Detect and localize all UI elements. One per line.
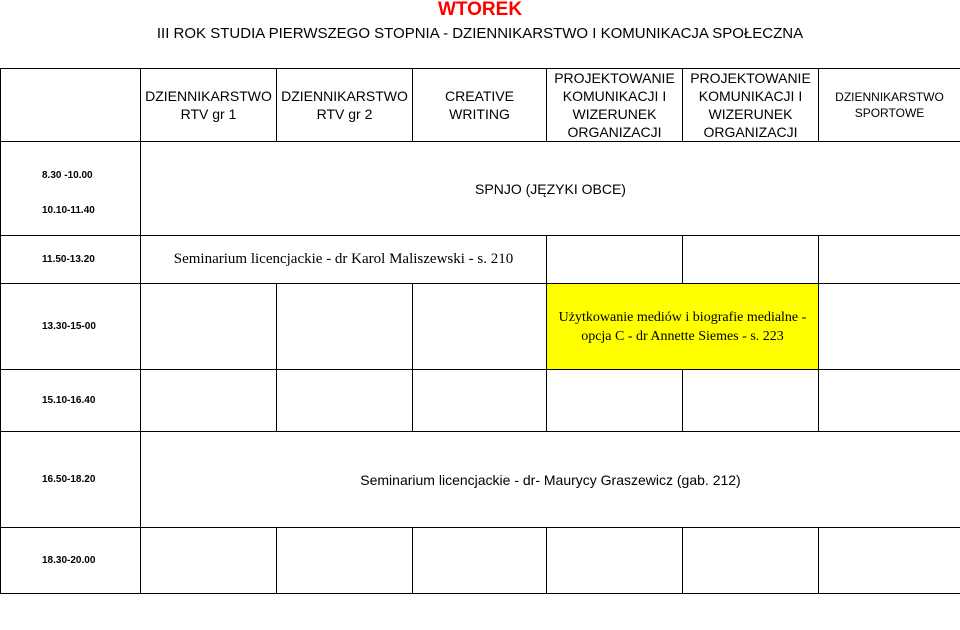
time-slot: 8.30 -10.00 [1, 142, 141, 205]
empty-cell [141, 284, 277, 370]
time-slot: 18.30-20.00 [1, 528, 141, 594]
empty-cell [141, 528, 277, 594]
column-header-line: DZIENNIKARSTWO [835, 90, 944, 104]
time-row [1, 142, 960, 205]
column-header-pkiwo-1 [547, 69, 683, 142]
header-row [1, 69, 960, 142]
event-seminar-graszewicz: Seminarium licencjackie - dr- Maurycy Graszewicz (gab. 212) [141, 432, 960, 528]
empty-cell [683, 528, 819, 594]
column-header-sport [819, 69, 960, 142]
time-row [1, 370, 960, 432]
empty-cell [683, 370, 819, 432]
column-header-line: PROJEKTOWANIE [690, 70, 811, 86]
time-row [1, 284, 960, 370]
column-header-line: DZIENNIKARSTWO [145, 88, 272, 104]
time-row [1, 432, 960, 528]
empty-cell [277, 284, 413, 370]
empty-cell [277, 370, 413, 432]
column-header-line: RTV gr 2 [316, 106, 373, 122]
column-header-line: ORGANIZACJI [567, 124, 662, 140]
event-line: opcja C - dr Annette Siemes - s. 223 [581, 328, 784, 344]
column-header-pkiwo-2 [683, 69, 819, 142]
column-header-line: ORGANIZACJI [703, 124, 798, 140]
event-media-biographies [547, 284, 819, 370]
event-spnjo: SPNJO (JĘZYKI OBCE) [141, 142, 960, 236]
empty-cell [819, 528, 960, 594]
empty-cell [413, 528, 547, 594]
empty-cell [819, 284, 960, 370]
column-header-line: KOMUNIKACJI I [562, 88, 667, 104]
column-header-line: KOMUNIKACJI I [698, 88, 803, 104]
empty-cell [547, 236, 683, 284]
empty-cell [819, 236, 960, 284]
empty-cell [413, 370, 547, 432]
empty-cell [819, 370, 960, 432]
column-header-line: CREATIVE WRITING [445, 88, 514, 122]
program-title: III ROK STUDIA PIERWSZEGO STOPNIA - DZIENNIKARSTWO I KOMUNIKACJA SPOŁECZNA [156, 25, 804, 42]
time-row [1, 528, 960, 594]
column-header-line: WIZERUNEK [708, 106, 793, 122]
column-header-line: PROJEKTOWANIE [554, 70, 675, 86]
time-slot: 13.30-15-00 [1, 284, 141, 370]
time-slot: 11.50-13.20 [1, 236, 141, 284]
empty-cell [277, 528, 413, 594]
empty-cell [413, 284, 547, 370]
event-line: Użytkowanie mediów i biografie medialne - [558, 309, 807, 325]
empty-cell [547, 370, 683, 432]
schedule-table [0, 68, 960, 594]
time-slot: 10.10-11.40 [1, 205, 141, 236]
corner-cell [1, 69, 141, 142]
empty-cell [141, 370, 277, 432]
column-header-line: WIZERUNEK [572, 106, 657, 122]
day-title: WTOREK [437, 0, 523, 20]
empty-cell [547, 528, 683, 594]
time-row [1, 236, 960, 284]
column-header-line: DZIENNIKARSTWO [281, 88, 408, 104]
column-header-rtv-2 [277, 69, 413, 142]
column-header-creative-writing [413, 69, 547, 142]
column-header-line: SPORTOWE [854, 106, 925, 120]
empty-cell [683, 236, 819, 284]
time-slot: 16.50-18.20 [1, 432, 141, 528]
column-header-line: RTV gr 1 [180, 106, 237, 122]
time-slot: 15.10-16.40 [1, 370, 141, 432]
event-seminar-maliszewski: Seminarium licencjackie - dr Karol Maliszewski - s. 210 [141, 236, 547, 284]
column-header-rtv-1 [141, 69, 277, 142]
